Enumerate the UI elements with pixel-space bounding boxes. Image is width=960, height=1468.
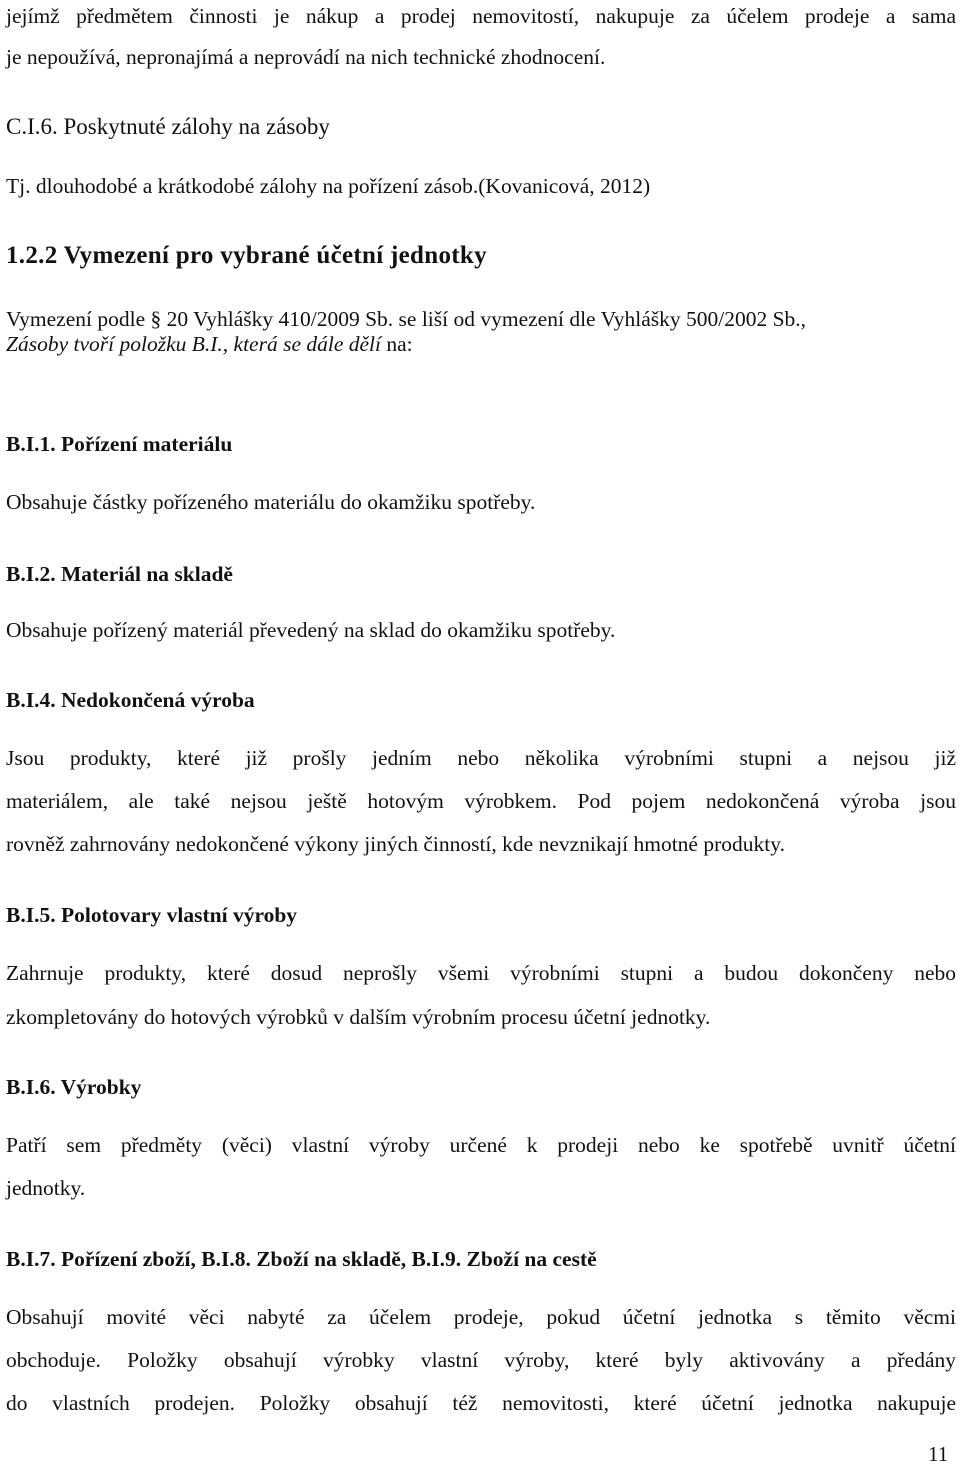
zasoby-line (6, 330, 413, 358)
intro-line-1: jejímž předmětem činnosti je nákup a prodej nemovitostí, nakupuje za účelem prodeje a sama (6, 4, 956, 28)
ci6-heading: C.I.6. Poskytnuté zálohy na zásoby (6, 114, 330, 139)
bi2-text: Obsahuje pořízený materiál převedený na sklad do okamžiku spotřeby. (6, 618, 616, 642)
bi4-line-1: Jsou produkty, které již prošly jedním nebo několika výrobními stupni a nejsou již (6, 746, 956, 770)
bi789-line-2: obchoduje. Položky obsahují výrobky vlastní výroby, které byly aktivovány a předány (6, 1348, 956, 1372)
bi4-heading: B.I.4. Nedokončená výroba (6, 688, 255, 712)
bi5-line-1: Zahrnuje produkty, které dosud neprošly všemi výrobními stupni a budou dokončeny nebo (6, 961, 956, 985)
definition-line: Vymezení podle § 20 Vyhlášky 410/2009 Sb. se liší od vymezení dle Vyhlášky 500/2002 Sb., (6, 307, 807, 331)
ci6-text: Tj. dlouhodobé a krátkodobé zálohy na pořízení zásob.(Kovanicová, 2012) (6, 174, 651, 198)
bi5-heading: B.I.5. Polotovary vlastní výroby (6, 903, 298, 927)
bi1-heading: B.I.1. Pořízení materiálu (6, 432, 233, 456)
bi4-line-2: materiálem, ale také nejsou ještě hotovým výrobkem. Pod pojem nedokončená výroba jsou (6, 789, 956, 813)
page-number: 11 (928, 1442, 949, 1466)
bi2-heading: B.I.2. Materiál na skladě (6, 562, 233, 586)
zasoby-tail-text: na: (381, 332, 413, 356)
bi789-heading: B.I.7. Pořízení zboží, B.I.8. Zboží na skladě, B.I.9. Zboží na cestě (6, 1247, 597, 1271)
bi6-line-2: jednotky. (6, 1176, 86, 1200)
bi1-text: Obsahuje částky pořízeného materiálu do okamžiku spotřeby. (6, 490, 536, 514)
section-heading: 1.2.2 Vymezení pro vybrané účetní jednotky (6, 242, 487, 269)
bi789-line-1: Obsahují movité věci nabyté za účelem prodeje, pokud účetní jednotka s těmito věcmi (6, 1305, 956, 1329)
bi5-line-2: zkompletovány do hotových výrobků v dalším výrobním procesu účetní jednotky. (6, 1005, 711, 1029)
bi6-heading: B.I.6. Výrobky (6, 1075, 142, 1099)
intro-line-2: je nepoužívá, nepronajímá a neprovádí na nich technické zhodnocení. (6, 45, 606, 69)
bi6-line-1: Patří sem předměty (věci) vlastní výroby určené k prodeji nebo ke spotřebě uvnitř účetní (6, 1133, 956, 1157)
bi789-line-3: do vlastních prodejen. Položky obsahují též nemovitosti, které účetní jednotka nakupuje (6, 1391, 956, 1415)
zasoby-italic-text: Zásoby tvoří položku B.I., která se dále dělí (6, 332, 381, 356)
bi4-line-3: rovněž zahrnovány nedokončené výkony jiných činností, kde nevznikají hmotné produkty. (6, 832, 785, 856)
